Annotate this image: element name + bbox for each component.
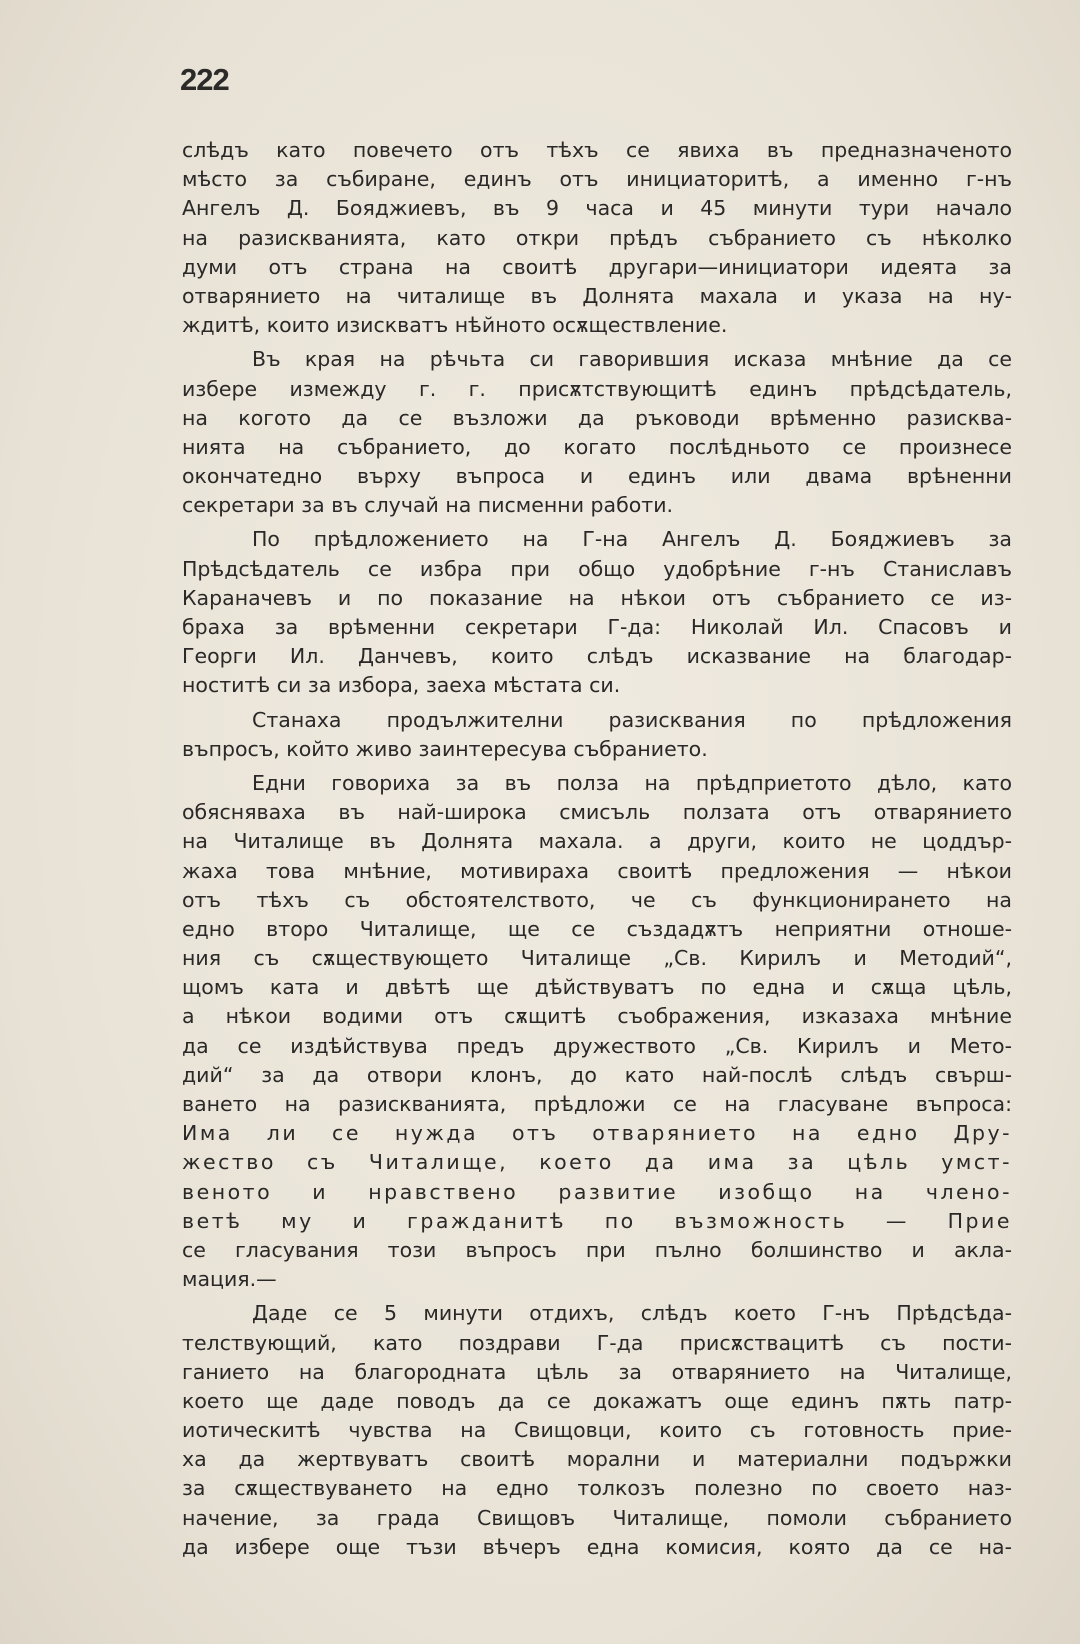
text-line: Даде се 5 минути отдихъ, слѣдъ което Г-нъ Прѣдсѣда- (252, 1301, 1012, 1326)
text-line: се гласувания този въпросъ при пълно болшинство и акла- (182, 1237, 1012, 1262)
text-line: въпросъ, който живо заинтересува събранието. (182, 736, 708, 761)
text-line: Георги Ил. Данчевъ, които слѣдъ исказвание на благодар- (182, 644, 1012, 669)
text-line: да се издѣйствува предъ дружеството „Св. Кирилъ и Мето- (182, 1033, 1012, 1058)
text-line: което ще даде поводъ да се докажатъ още единъ пѫть патр- (182, 1388, 1012, 1413)
text-line: мѣсто за събиране, единъ отъ инициаторитѣ, а именно г-нъ (182, 167, 1012, 192)
text-line: на когото да се възложи да ръководи врѣменно разисква- (182, 405, 1012, 430)
text-line: Караначевъ и по показание на нѣкои отъ събранието се из- (182, 585, 1012, 610)
text-line: ването на разискванията, прѣдложи се на гласуване въпроса: (182, 1092, 1012, 1116)
text-line: щомъ ката и двѣтѣ ще дѣйствуватъ по една и сѫща цѣль, (182, 975, 1012, 1000)
text-line-spaced: веното и нравствено развитие изобщо на члено- (182, 1179, 1012, 1204)
text-line: а нѣкои водими отъ сѫщитѣ съображения, изказаха мнѣние (182, 1004, 1012, 1029)
text-line: Едни говориха за въ полза на прѣдприетото дѣло, като (252, 770, 1012, 795)
text-line: ния съ сѫществующето Читалище „Св. Кирилъ и Методий“, (182, 946, 1012, 971)
text-line: браха за врѣменни секретари Г-да: Николай Ил. Спасовъ и (182, 615, 1012, 639)
text-line: слѣдъ като повечето отъ тѣхъ се явиха въ предназначеното (182, 138, 1012, 162)
text-line: мация.— (182, 1267, 277, 1292)
paragraph (182, 769, 1012, 1294)
text-line-spaced: ветѣ му и гражданитѣ по възможность — Прие (182, 1208, 1012, 1233)
text-line: ха да жертвуватъ своитѣ морални и материални подържки (182, 1447, 1012, 1472)
text-line: Въ края на рѣчьта си гаворившия исказа мнѣние да се (252, 347, 1012, 372)
text-line: избере измежду г. г. присѫтствующитѣ единъ прѣдсѣдатель, (182, 376, 1012, 401)
text-line: да избере още тъзи вѣчеръ една комисия, която да се на- (182, 1534, 1012, 1559)
text-line: едно второ Читалище, ще се създадѫтъ неприятни отноше- (182, 916, 1012, 941)
text-line: ноститѣ си за избора, заеха мѣстата си. (182, 673, 621, 698)
text-line: Прѣдсѣдатель се избра при общо удобрѣние г-нъ Станиславъ (182, 556, 1012, 581)
text-line: окончатедно върху въпроса и единъ или двама врѣненни (182, 464, 1012, 489)
text-line: По прѣдложението на Г-на Ангелъ Д. Бояджиевъ за (252, 527, 1012, 552)
text-line: иотическитѣ чувства на Свищовци, които съ готовность прие- (182, 1418, 1012, 1443)
text-line: за сѫществуването на едно толкозъ полезно по своето наз- (182, 1476, 1012, 1501)
body-text (182, 136, 1012, 1562)
text-line: нията на събранието, до когато послѣдньото се произнесе (182, 434, 1012, 459)
paragraph (182, 706, 1012, 764)
paragraph (182, 345, 1012, 520)
text-line: секретари за въ случай на писменни работи. (182, 493, 674, 518)
text-line: обясняваха въ най-широка смисъль ползата отъ отварянието (182, 800, 1012, 825)
text-line: думи отъ страна на своитѣ другари—инициатори идеята за (182, 254, 1012, 279)
text-line: Ангелъ Д. Бояджиевъ, въ 9 часа и 45 минути тури начало (182, 196, 1012, 221)
text-line-spaced: жество съ Читалище, което да има за цѣль умст- (182, 1150, 1012, 1175)
text-line: ждитѣ, които изискватъ нѣйното осѫществление. (182, 313, 728, 338)
page-number: 222 (180, 62, 229, 97)
paragraph (182, 1299, 1012, 1562)
text-line: телствующий, като поздрави Г-да присѫствацитѣ съ пости- (182, 1330, 1012, 1355)
paragraph (182, 525, 1012, 700)
text-line: ганието на благородната цѣль за отварянието на Читалище, (182, 1359, 1012, 1384)
paragraph (182, 136, 1012, 340)
text-line: отварянието на читалище въ Долнята махала и указа на ну- (182, 283, 1012, 308)
text-line: отъ тѣхъ съ обстоятелството, че съ функционирането на (182, 887, 1012, 912)
text-line: Станаха продължителни разисквания по прѣдложения (252, 707, 1012, 732)
text-line: на Читалище въ Долнята махала. а други, които не цоддър- (182, 829, 1012, 854)
text-line: дий“ за да отвори клонъ, до като най-послѣ слѣдъ свърш- (182, 1062, 1012, 1087)
text-line: на разискванията, като откри прѣдъ събранието съ нѣколко (182, 225, 1012, 250)
text-line: жаха това мнѣние, мотивираха своитѣ предложения — нѣкои (182, 858, 1012, 883)
text-line: начение, за града Свищовъ Читалище, помоли събранието (182, 1505, 1012, 1530)
text-line-spaced: Има ли се нужда отъ отварянието на едно Дру- (182, 1121, 1012, 1146)
